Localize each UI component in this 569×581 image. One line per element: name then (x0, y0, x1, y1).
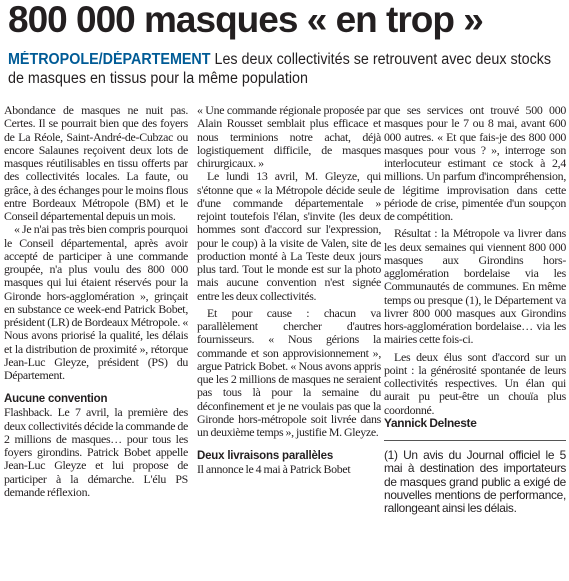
kicker: MÉTROPOLE/DÉPARTEMENT (8, 51, 211, 68)
headline: 800 000 masques « en trop » (8, 0, 483, 40)
paragraph: « Je n'ai pas très bien compris pourquoi le Conseil départemental, après avoir accepté de participer à une commande groupée, n'a plus voulu des 800 000 masques qui lui étaient réservés pour la Gironde hors-agglomération », grinçait en substance ce week-end Patrick Bobet, président (LR) de Bordeaux Métropole. « Nous avons priorisé la qualité, les délais et la distribution de proximité », rétorque Jean-Luc Gleyze, président (PS) du Département. (4, 222, 188, 382)
paragraph: « Une commande régionale proposée par Alain Rousset semblait plus efficace et nous terminions notre achat, déjà logistiquement difficile, de masques chirurgicaux. » (197, 104, 381, 170)
author-signature: Yannick Delneste (384, 415, 477, 430)
paragraph: Résultat : la Métropole va livrer dans les deux semaines qui viennent 800 000 masques aux Girondins hors-agglomération bordelaise via les Communautés de communes. En même temps ou presque (1), le Département va livrer 800 000 masques aux Girondins hors-agglomération bordelaise… via les mairies cette fois-ci. (384, 226, 566, 347)
paragraph: Et pour cause : chacun va parallèlement chercher d'autres fournisseurs. « Nous gérions la commande et son approvisionnement », argue Patrick Bobet. « Nous avons appris que les 2 millions de masques ne seraient pas tous là pour la semaine du déconfinement et je ne voulais pas que la Gironde hors-métropole soit livrée dans un deuxième temps », justifie M. Gleyze. (197, 305, 381, 439)
subheading: Aucune convention (4, 393, 108, 406)
subheading: Deux livraisons parallèles (197, 450, 334, 463)
paragraph: que ses services ont trouvé 500 000 masques pour le 7 ou 8 mai, avant 600 000 autres. « Et que fais-je des 800 000 masques pour vous ? », interroge son interlocuteur estimant ce stock à 2,4 millions. Un parfum d'incompréhension, de légitime improvisation dans cette période de crise, pimentée d'un soupçon de compétition. (384, 104, 566, 223)
paragraph: Flashback. Le 7 avril, la première des deux collectivités décide la commande de 2 millions de masques… pour tous les foyers girondins. Patrick Bobet appelle Jean-Luc Gleyze et lui propose de participer à la démarche. L'élu PS demande réflexion. (4, 405, 188, 499)
column-1 (4, 104, 188, 581)
paragraph: Le lundi 13 avril, M. Gleyze, qui s'étonne que « la Métropole décide seule d'une commande départementale » rejoint toutefois l'élan, s'invite (les deux hommes sont d'accord sur l'expression, pour le coup) à la visite de Valen, site de production monté à La Teste deux jours plus tard. Tout le monde est sur la photo mais aucune convention n'est signée entre les deux collectivités. (197, 169, 381, 303)
paragraph: Abondance de masques ne nuit pas. Certes. Il se pourrait bien que des foyers de La Réole, Saint-André-de-Cubzac ou encore Salaunes reçoivent deux lots de masques réutilisables en tissu offerts par des collectivités locales. La faute, ou grâce, à des échanges pour le moins flous entre Bordeaux Métropole (BM) et le Conseil départemental depuis un mois. (4, 104, 188, 223)
column-3 (384, 104, 566, 581)
paragraph: Les deux élus sont d'accord sur un point : la générosité spontanée de leurs collectivités respectives. Un élan qui aurait pu peut-être un chouïa plus coordonné. (384, 349, 566, 417)
divider (384, 440, 566, 441)
column-2 (197, 104, 381, 581)
footnote: (1) Un avis du Journal officiel le 5 mai à destination des importateurs de masques grand public a exigé de nouvelles mentions de performance, rallongeant ainsi les délais. (384, 448, 566, 515)
standfirst-text: Les deux collectivités se retrouvent avec deux stocks de masques en tissus pour la même population (8, 51, 552, 87)
standfirst (8, 50, 564, 88)
paragraph: Il annonce le 4 mai à Patrick Bobet (197, 462, 351, 477)
